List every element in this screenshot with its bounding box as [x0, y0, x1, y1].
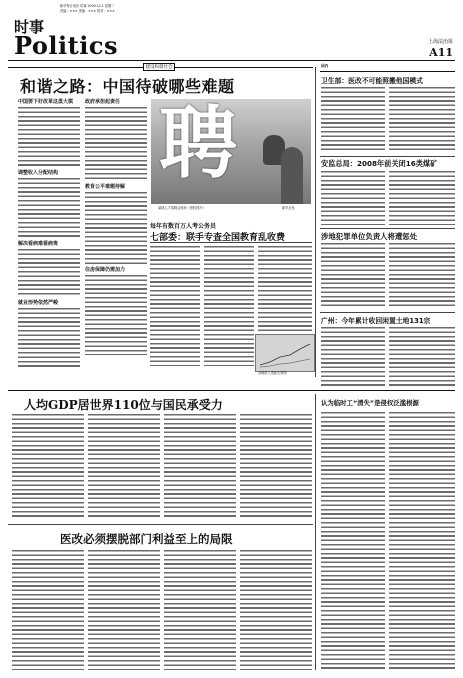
mid-subhead-1: 政府承担起责任: [85, 99, 121, 105]
editor-info: 责编：××× 美编：××× 校对：×××: [60, 9, 115, 13]
bottom-top-rule: [8, 390, 455, 391]
section-title-cn: 时事: [14, 18, 45, 36]
bottom-col-divider: [315, 394, 316, 670]
right-divider-1: [320, 156, 455, 157]
story4-col-b: [389, 327, 455, 387]
mid-subhead-2: 教育公平难题待解: [85, 184, 126, 190]
section-title-en: Politics: [14, 31, 118, 60]
center-col-2: [204, 246, 254, 366]
photo-person-shape: [281, 147, 303, 204]
story5-col-b: [389, 412, 455, 670]
photo-credit: 新华社发: [282, 206, 295, 210]
story1-col-b: [389, 87, 455, 153]
story2-headline: 安监总局：2008年前关闭16类煤矿: [321, 159, 438, 168]
bottom2-col-4: [240, 550, 312, 670]
bottom-headline-1: 人均GDP居世界110位与国民承受力: [24, 398, 223, 412]
main-story-label: 建设和谐社会: [143, 63, 175, 71]
center-col-1: [150, 246, 200, 366]
body-text-block: [18, 249, 80, 297]
right-divider-3: [320, 312, 455, 313]
photo-caption: 某地人才招聘会现场（资料图片）: [158, 206, 206, 210]
center-col-3: [258, 246, 312, 332]
story3-col-a: [321, 243, 385, 309]
left-subhead-3: 解决看病难看病贵: [18, 241, 59, 247]
story4-headline: 广州：今年累计收回闲置土地131宗: [321, 317, 431, 325]
body-text-block: [18, 308, 80, 368]
main-photo: [151, 99, 311, 204]
body-text-block: [18, 178, 80, 238]
right-top-rule: [320, 71, 455, 72]
bottom1-col-4: [240, 414, 312, 518]
story3-headline: 涉地犯罪单位负责人将遭惩处: [321, 232, 418, 241]
story3-col-b: [389, 243, 455, 309]
left-subhead-4: 就业形势依然严峻: [18, 300, 59, 306]
income-chart-svg: [256, 335, 314, 371]
left-subhead-2: 调整收入分配结构: [18, 170, 59, 176]
story1-headline: 卫生部：医改不可能照搬他国模式: [321, 77, 423, 85]
body-text-block: [85, 192, 147, 264]
bottom1-col-3: [164, 414, 236, 518]
sub-headline-rule: [150, 242, 312, 243]
bottom2-col-1: [12, 550, 84, 670]
right-tag: 国内: [321, 64, 329, 68]
main-col-left: [18, 98, 80, 368]
issue-info: 新华每日电讯 时事 2009.12.1 星期二: [60, 4, 115, 8]
main-col-divider: [315, 67, 316, 377]
body-text-block: [85, 107, 147, 181]
paper-name: 上海法治报: [427, 39, 453, 45]
story2-col-b: [389, 171, 455, 225]
story2-col-a: [321, 171, 385, 225]
masthead: [0, 0, 463, 62]
photo-sign-glyph: 聘: [159, 99, 238, 189]
bottom2-col-2: [88, 550, 160, 670]
story5-headline: 认为临时工“清失”是侵权泛滥根源: [321, 399, 419, 407]
income-chart: [255, 334, 315, 372]
bottom2-col-3: [164, 550, 236, 670]
story5-col-a: [321, 412, 385, 670]
bottom-divider: [8, 524, 313, 525]
main-headline: 和谐之路：中国待破哪些难题: [20, 77, 235, 96]
bottom-headline-2: 医改必须摆脱部门利益至上的局限: [60, 532, 233, 546]
mid-subhead-3: 住房保障仍需加力: [85, 267, 126, 273]
bottom1-col-2: [88, 414, 160, 518]
page-number: A11: [429, 46, 453, 59]
sub-headline: 七部委：联手专查全国教育乱收费: [150, 233, 286, 243]
story1-col-a: [321, 87, 385, 153]
body-text-block: [18, 107, 80, 167]
masthead-rule: [8, 60, 455, 61]
chart-caption: 各地收入差距走势图: [258, 371, 287, 375]
right-divider-2: [320, 228, 455, 229]
center-heading: 每年有数百万人考公务员: [150, 223, 217, 230]
story4-col-a: [321, 327, 385, 387]
body-text-block: [85, 275, 147, 355]
bottom1-col-1: [12, 414, 84, 518]
main-col-mid: [85, 98, 147, 368]
left-subhead-1: 中国要下好改革这盘大棋: [18, 99, 74, 105]
